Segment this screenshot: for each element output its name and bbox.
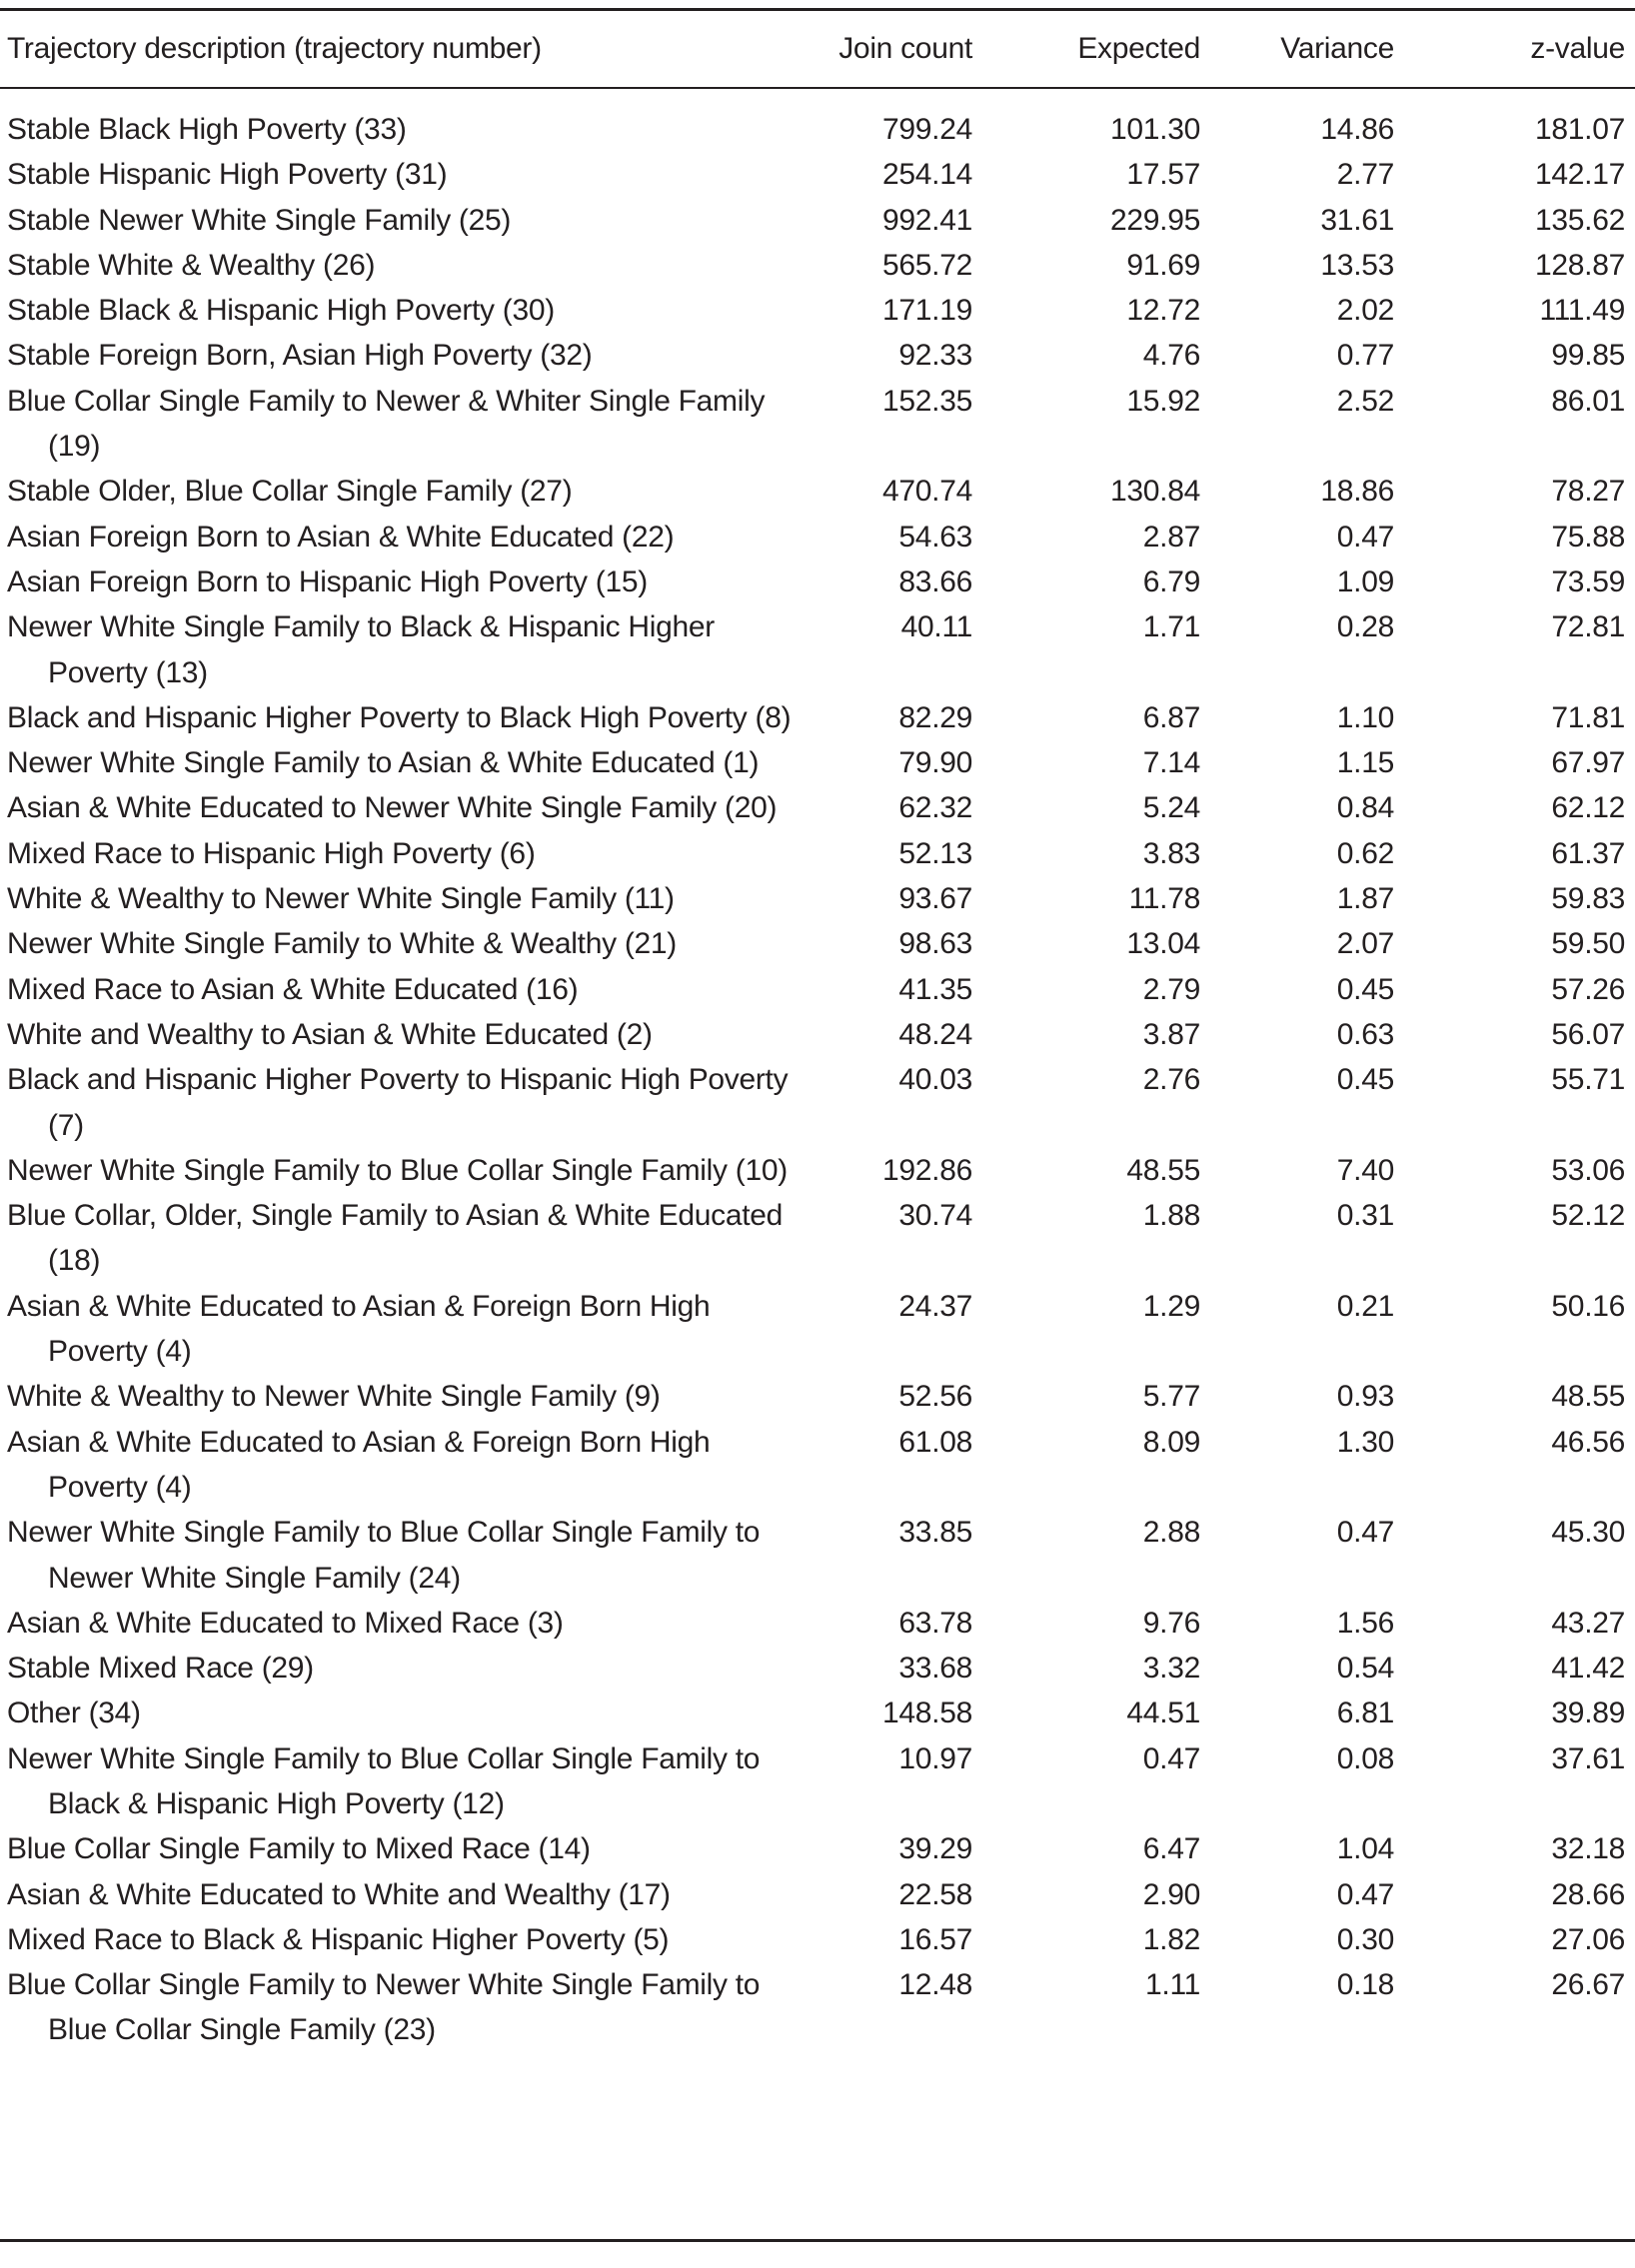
- row-expected: 1.82: [1142, 1922, 1200, 1956]
- join-count-statistics-table: [0, 11, 1625, 2053]
- row-description: [0, 967, 810, 1012]
- table-row: [0, 1691, 1625, 1735]
- row-description: [0, 469, 810, 514]
- row-variance: 0.31: [1336, 1199, 1394, 1233]
- row-z-value: 71.81: [1551, 700, 1625, 734]
- row-join-count: 33.85: [898, 1516, 972, 1550]
- row-join-count: 41.35: [898, 972, 972, 1006]
- trajectory-description-text: Stable Hispanic High Poverty (31): [7, 158, 448, 192]
- row-z-value: 128.87: [1535, 248, 1625, 282]
- row-description: [0, 1012, 810, 1057]
- row-variance: 14.86: [1320, 113, 1394, 146]
- table-row: [0, 1872, 1625, 1917]
- trajectory-description-text: Newer White Single Family to Blue Collar Single Family to Newer White Single Family (24): [7, 1516, 761, 1595]
- row-description: [0, 1148, 810, 1193]
- table-row: [0, 785, 1625, 830]
- row-join-count: 48.24: [898, 1017, 972, 1051]
- column-header-join-count: Join count: [838, 32, 972, 65]
- row-variance: 0.30: [1336, 1922, 1394, 1956]
- row-variance: 1.09: [1336, 565, 1394, 598]
- row-expected: 1.88: [1142, 1199, 1200, 1233]
- row-expected: 91.69: [1126, 248, 1200, 282]
- trajectory-description-text: Asian & White Educated to Asian & Foreign Born High Poverty (4): [7, 1289, 711, 1369]
- row-z-value: 53.06: [1551, 1153, 1625, 1187]
- table-row: [0, 198, 1625, 243]
- row-expected: 3.87: [1142, 1017, 1200, 1051]
- row-join-count: 799.24: [882, 113, 972, 146]
- trajectory-description-text: Asian Foreign Born to Asian & White Educated (22): [7, 520, 675, 554]
- trajectory-description-text: Mixed Race to Hispanic High Poverty (6): [7, 836, 536, 870]
- row-join-count: 54.63: [898, 520, 972, 554]
- row-z-value: 111.49: [1539, 294, 1625, 328]
- table-row: [0, 1601, 1625, 1646]
- row-description: [0, 785, 810, 830]
- table-row: [0, 1646, 1625, 1691]
- row-join-count: 98.63: [898, 927, 972, 961]
- row-expected: 15.92: [1126, 384, 1200, 418]
- row-description: [0, 1374, 810, 1419]
- row-join-count: 33.68: [898, 1652, 972, 1686]
- row-description: [0, 876, 810, 921]
- row-description: [0, 1057, 810, 1148]
- trajectory-description-text: Blue Collar Single Family to Newer White Single Family to Blue Collar Single Family (23): [7, 1968, 761, 2047]
- row-join-count: 52.56: [898, 1380, 972, 1414]
- row-variance: 1.56: [1336, 1606, 1394, 1640]
- row-variance: 2.52: [1336, 384, 1394, 418]
- row-variance: 0.21: [1336, 1289, 1394, 1323]
- row-variance: 0.18: [1336, 1968, 1394, 2002]
- row-variance: 0.45: [1336, 1063, 1394, 1097]
- row-description: [0, 560, 810, 604]
- row-expected: 0.47: [1142, 1741, 1200, 1775]
- row-join-count: 52.13: [898, 836, 972, 870]
- row-join-count: 171.19: [882, 294, 972, 328]
- table-row: [0, 152, 1625, 197]
- row-description: [0, 1872, 810, 1917]
- row-z-value: 73.59: [1551, 565, 1625, 598]
- trajectory-description-text: Stable Newer White Single Family (25): [7, 203, 512, 237]
- trajectory-description-text: Stable Older, Blue Collar Single Family (27): [7, 475, 573, 509]
- trajectory-description-text: Asian & White Educated to White and Wealthy (17): [7, 1877, 671, 1911]
- table-row: [0, 469, 1625, 514]
- row-description: [0, 1284, 810, 1375]
- column-header-expected: Expected: [1077, 32, 1200, 65]
- row-join-count: 40.11: [900, 610, 972, 644]
- table-row: [0, 695, 1625, 740]
- trajectory-description-text: Stable Black & Hispanic High Poverty (30): [7, 294, 555, 328]
- row-join-count: 16.57: [898, 1922, 972, 1956]
- header-row: [0, 11, 1625, 87]
- row-z-value: 142.17: [1535, 158, 1625, 192]
- trajectory-description-text: Stable White & Wealthy (26): [7, 248, 376, 282]
- row-variance: 1.04: [1336, 1832, 1394, 1866]
- trajectory-description-text: Asian & White Educated to Newer White Single Family (20): [7, 791, 778, 825]
- table-row: [0, 560, 1625, 604]
- trajectory-description-text: Other (34): [7, 1697, 141, 1730]
- row-z-value: 181.07: [1535, 113, 1625, 146]
- trajectory-description-text: Asian Foreign Born to Hispanic High Poverty (15): [7, 565, 648, 598]
- row-description: [0, 333, 810, 378]
- row-description: [0, 198, 810, 243]
- row-z-value: 62.12: [1551, 791, 1625, 825]
- row-expected: 130.84: [1110, 475, 1200, 509]
- row-join-count: 83.66: [898, 565, 972, 598]
- row-description: [0, 87, 810, 152]
- row-join-count: 30.74: [898, 1199, 972, 1233]
- row-expected: 3.83: [1142, 836, 1200, 870]
- row-description: [0, 604, 810, 695]
- row-z-value: 59.83: [1551, 882, 1625, 916]
- row-variance: 1.10: [1336, 700, 1394, 734]
- row-variance: 2.77: [1336, 158, 1394, 192]
- row-join-count: 93.67: [898, 882, 972, 916]
- row-expected: 6.79: [1142, 565, 1200, 598]
- trajectory-description-text: Asian & White Educated to Asian & Foreign Born High Poverty (4): [7, 1425, 711, 1504]
- row-expected: 229.95: [1110, 203, 1200, 237]
- row-join-count: 40.03: [898, 1063, 972, 1097]
- row-z-value: 135.62: [1535, 203, 1625, 237]
- row-expected: 1.71: [1142, 610, 1200, 644]
- row-z-value: 61.37: [1551, 836, 1625, 870]
- row-expected: 12.72: [1126, 294, 1200, 328]
- table-row: [0, 1012, 1625, 1057]
- row-variance: 31.61: [1320, 203, 1394, 237]
- row-join-count: 62.32: [898, 791, 972, 825]
- row-variance: 13.53: [1320, 248, 1394, 282]
- row-variance: 0.08: [1336, 1741, 1394, 1775]
- trajectory-description-text: Blue Collar, Older, Single Family to Asian & White Educated (18): [7, 1199, 784, 1278]
- row-expected: 6.87: [1142, 700, 1200, 734]
- row-join-count: 61.08: [898, 1425, 972, 1459]
- table-row: [0, 1736, 1625, 1827]
- row-description: [0, 288, 810, 333]
- row-variance: 1.30: [1336, 1425, 1394, 1459]
- row-expected: 9.76: [1142, 1606, 1200, 1640]
- row-z-value: 59.50: [1551, 927, 1625, 961]
- row-expected: 3.32: [1142, 1652, 1200, 1686]
- row-description: [0, 1510, 810, 1601]
- table-row: [0, 1193, 1625, 1284]
- trajectory-description-text: Black and Hispanic Higher Poverty to Hispanic High Poverty (7): [7, 1063, 789, 1142]
- trajectory-description-text: Newer White Single Family to Asian & White Educated (1): [7, 746, 760, 780]
- table-row: [0, 1284, 1625, 1375]
- row-description: [0, 515, 810, 560]
- trajectory-description-text: Asian & White Educated to Mixed Race (3): [7, 1606, 564, 1640]
- table-row: [0, 831, 1625, 876]
- table-row: [0, 740, 1625, 785]
- row-description: [0, 831, 810, 876]
- row-expected: 2.88: [1142, 1516, 1200, 1550]
- row-description: [0, 379, 810, 470]
- trajectory-description-text: White & Wealthy to Newer White Single Family (9): [7, 1380, 661, 1414]
- trajectory-description-text: Black and Hispanic Higher Poverty to Black High Poverty (8): [7, 700, 792, 734]
- trajectory-description-text: Stable Foreign Born, Asian High Poverty (32): [7, 339, 593, 373]
- table-row: [0, 921, 1625, 966]
- row-z-value: 57.26: [1551, 972, 1625, 1006]
- row-z-value: 48.55: [1551, 1380, 1625, 1414]
- trajectory-description-text: Newer White Single Family to White & Wealthy (21): [7, 927, 677, 961]
- row-z-value: 32.18: [1551, 1832, 1625, 1866]
- row-expected: 6.47: [1142, 1832, 1200, 1866]
- trajectory-description-text: White and Wealthy to Asian & White Educated (2): [7, 1017, 653, 1051]
- row-z-value: 27.06: [1551, 1922, 1625, 1956]
- row-expected: 17.57: [1126, 158, 1200, 192]
- row-z-value: 45.30: [1551, 1516, 1625, 1550]
- row-variance: 2.02: [1336, 294, 1394, 328]
- trajectory-description-text: Blue Collar Single Family to Mixed Race (14): [7, 1832, 591, 1866]
- row-variance: 1.87: [1336, 882, 1394, 916]
- row-expected: 2.90: [1142, 1877, 1200, 1911]
- table-body: [0, 87, 1625, 2053]
- table-row: [0, 333, 1625, 378]
- table-row: [0, 1374, 1625, 1419]
- row-description: [0, 921, 810, 966]
- row-expected: 2.79: [1142, 972, 1200, 1006]
- row-z-value: 86.01: [1551, 384, 1625, 418]
- trajectory-description-text: Stable Mixed Race (29): [7, 1652, 314, 1686]
- row-variance: 0.77: [1336, 339, 1394, 373]
- column-header-variance: Variance: [1280, 32, 1394, 65]
- table-bottom-rule: [0, 2239, 1635, 2242]
- row-z-value: 72.81: [1551, 610, 1625, 644]
- column-header-description: Trajectory description (trajectory number): [7, 32, 542, 65]
- row-join-count: 12.48: [898, 1968, 972, 2002]
- row-description: [0, 1601, 810, 1646]
- table-header: [0, 11, 1625, 87]
- row-expected: 5.24: [1142, 791, 1200, 825]
- table-row: [0, 876, 1625, 921]
- table-row: [0, 1962, 1625, 2053]
- row-description: [0, 152, 810, 197]
- row-join-count: 192.86: [882, 1153, 972, 1187]
- row-description: [0, 1917, 810, 1962]
- row-variance: 6.81: [1336, 1697, 1394, 1730]
- row-expected: 4.76: [1142, 339, 1200, 373]
- row-variance: 7.40: [1336, 1153, 1394, 1187]
- row-z-value: 37.61: [1551, 1741, 1625, 1775]
- row-description: [0, 740, 810, 785]
- table-row: [0, 1826, 1625, 1871]
- row-expected: 1.29: [1142, 1289, 1200, 1323]
- trajectory-description-text: White & Wealthy to Newer White Single Family (11): [7, 882, 675, 916]
- table-row: [0, 515, 1625, 560]
- row-z-value: 50.16: [1551, 1289, 1625, 1323]
- table-row: [0, 1057, 1625, 1148]
- row-z-value: 26.67: [1551, 1968, 1625, 2002]
- row-description: [0, 695, 810, 740]
- row-join-count: 152.35: [882, 384, 972, 418]
- row-variance: 0.47: [1336, 520, 1394, 554]
- table-row: [0, 379, 1625, 470]
- row-expected: 2.76: [1142, 1063, 1200, 1097]
- row-expected: 48.55: [1126, 1153, 1200, 1187]
- row-description: [0, 1193, 810, 1284]
- row-expected: 101.30: [1110, 113, 1200, 146]
- row-variance: 0.54: [1336, 1652, 1394, 1686]
- row-join-count: 39.29: [898, 1832, 972, 1866]
- trajectory-description-text: Stable Black High Poverty (33): [7, 113, 407, 146]
- table-row: [0, 243, 1625, 288]
- table-row: [0, 604, 1625, 695]
- row-join-count: 565.72: [882, 248, 972, 282]
- row-z-value: 78.27: [1551, 475, 1625, 509]
- table-row: [0, 967, 1625, 1012]
- row-variance: 0.63: [1336, 1017, 1394, 1051]
- row-z-value: 46.56: [1551, 1425, 1625, 1459]
- row-join-count: 148.58: [882, 1697, 972, 1730]
- row-description: [0, 1736, 810, 1827]
- row-join-count: 992.41: [882, 203, 972, 237]
- row-expected: 5.77: [1142, 1380, 1200, 1414]
- row-description: [0, 1826, 810, 1871]
- table-row: [0, 87, 1625, 152]
- trajectory-description-text: Newer White Single Family to Blue Collar Single Family to Black & Hispanic High Poverty (12): [7, 1741, 761, 1820]
- row-expected: 13.04: [1126, 927, 1200, 961]
- row-join-count: 24.37: [898, 1289, 972, 1323]
- row-description: [0, 243, 810, 288]
- row-variance: 0.62: [1336, 836, 1394, 870]
- row-variance: 1.15: [1336, 746, 1394, 780]
- row-expected: 44.51: [1126, 1697, 1200, 1730]
- table-row: [0, 1420, 1625, 1511]
- row-variance: 2.07: [1336, 927, 1394, 961]
- row-expected: 8.09: [1142, 1425, 1200, 1459]
- table-row: [0, 288, 1625, 333]
- row-z-value: 75.88: [1551, 520, 1625, 554]
- row-description: [0, 1420, 810, 1511]
- row-z-value: 43.27: [1551, 1606, 1625, 1640]
- trajectory-description-text: Mixed Race to Black & Hispanic Higher Poverty (5): [7, 1922, 670, 1956]
- row-join-count: 82.29: [898, 700, 972, 734]
- row-z-value: 67.97: [1551, 746, 1625, 780]
- trajectory-description-text: Newer White Single Family to Black & Hispanic Higher Poverty (13): [7, 610, 715, 689]
- row-join-count: 92.33: [898, 339, 972, 373]
- row-join-count: 470.74: [882, 475, 972, 509]
- table-row: [0, 1917, 1625, 1962]
- row-expected: 11.78: [1128, 882, 1200, 916]
- row-description: [0, 1646, 810, 1691]
- row-z-value: 28.66: [1551, 1877, 1625, 1911]
- row-join-count: 10.97: [898, 1741, 972, 1775]
- row-expected: 7.14: [1142, 746, 1200, 780]
- trajectory-description-text: Blue Collar Single Family to Newer & Whiter Single Family (19): [7, 384, 766, 464]
- row-join-count: 254.14: [882, 158, 972, 192]
- table-row: [0, 1148, 1625, 1193]
- row-expected: 1.11: [1145, 1968, 1200, 2002]
- row-z-value: 39.89: [1551, 1697, 1625, 1730]
- row-expected: 2.87: [1142, 520, 1200, 554]
- table-row: [0, 1510, 1625, 1601]
- row-variance: 0.47: [1336, 1516, 1394, 1550]
- row-description: [0, 1962, 810, 2053]
- row-z-value: 99.85: [1551, 339, 1625, 373]
- row-z-value: 41.42: [1551, 1652, 1625, 1686]
- column-header-z-value: z-value: [1530, 32, 1625, 65]
- row-z-value: 56.07: [1551, 1017, 1625, 1051]
- row-variance: 0.45: [1336, 972, 1394, 1006]
- row-variance: 18.86: [1320, 475, 1394, 509]
- trajectory-description-text: Mixed Race to Asian & White Educated (16): [7, 972, 579, 1006]
- row-z-value: 55.71: [1551, 1063, 1625, 1097]
- row-join-count: 63.78: [898, 1606, 972, 1640]
- row-z-value: 52.12: [1551, 1199, 1625, 1233]
- row-join-count: 79.90: [898, 746, 972, 780]
- row-variance: 0.47: [1336, 1877, 1394, 1911]
- row-variance: 0.84: [1336, 791, 1394, 825]
- row-join-count: 22.58: [898, 1877, 972, 1911]
- row-variance: 0.28: [1336, 610, 1394, 644]
- row-variance: 0.93: [1336, 1380, 1394, 1414]
- row-description: [0, 1691, 810, 1735]
- trajectory-description-text: Newer White Single Family to Blue Collar Single Family (10): [7, 1153, 788, 1187]
